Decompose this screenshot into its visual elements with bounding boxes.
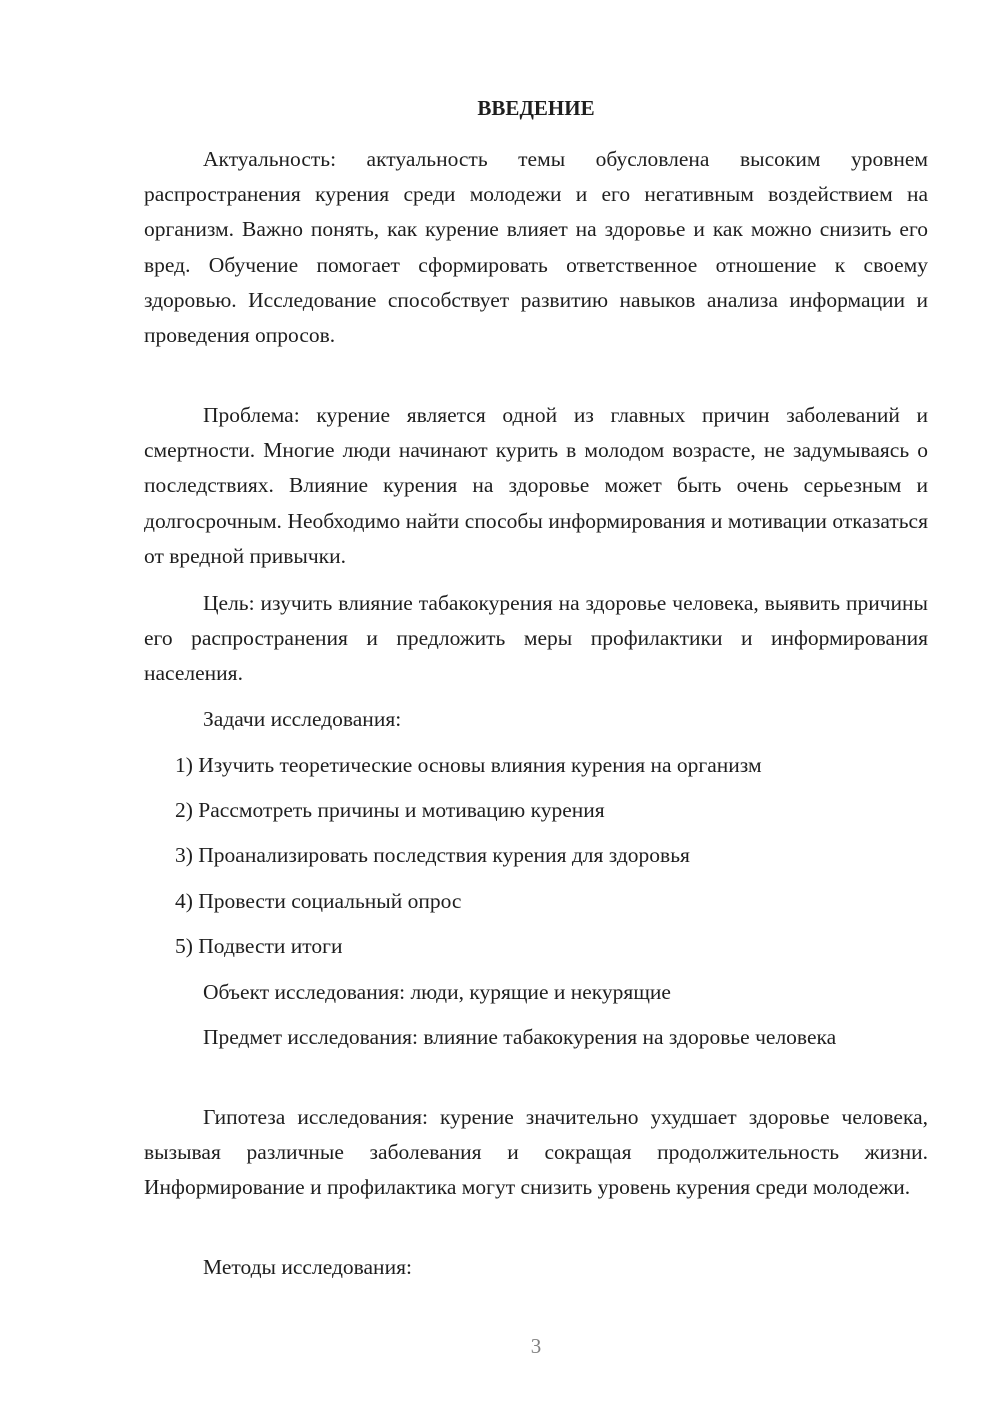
- relevance-paragraph: Актуальность: актуальность темы обусловлена высоким уровнем распространения курения среди молодежи и его негативным воздействием на организм. Важно понять, как курение влияет на здоровье и как можно снизить его вред. Обучение помогает сформировать ответственное отношение к своему здоровью. Исследование способствует развитию навыков анализа информации и проведения опросов.: [144, 147, 928, 348]
- goal-paragraph: Цель: изучить влияние табакокурения на здоровье человека, выявить причины его распространения и предложить меры профилактики и информирования населения.: [144, 591, 928, 686]
- task-item-4: 4) Провести социальный опрос: [175, 889, 462, 913]
- page-title: ВВЕДЕНИЕ: [477, 96, 595, 120]
- problem-paragraph: Проблема: курение является одной из главных причин заболеваний и смертности. Многие люди начинают курить в молодом возрасте, не задумываясь о последствиях. Влияние курения на здоровье может быть очень серьезным и долгосрочным. Необходимо найти способы информирования и мотивации отказаться от вредной привычки.: [144, 403, 928, 568]
- subject-paragraph: Предмет исследования: влияние табакокурения на здоровье человека: [203, 1025, 837, 1049]
- task-item-5: 5) Подвести итоги: [175, 934, 343, 958]
- tasks-heading: Задачи исследования:: [203, 707, 402, 731]
- task-item-1: 1) Изучить теоретические основы влияния курения на организм: [175, 753, 762, 777]
- methods-heading: Методы исследования:: [203, 1255, 412, 1279]
- page-number: 3: [530, 1334, 542, 1358]
- task-item-3: 3) Проанализировать последствия курения для здоровья: [175, 843, 690, 867]
- hypothesis-paragraph: Гипотеза исследования: курение значительно ухудшает здоровье человека, вызывая различные заболевания и сокращая продолжительность жизни. Информирование и профилактика могут снизить уровень курения среди молодежи.: [144, 1105, 928, 1200]
- task-item-2: 2) Рассмотреть причины и мотивацию курения: [175, 798, 605, 822]
- object-paragraph: Объект исследования: люди, курящие и некурящие: [203, 980, 671, 1004]
